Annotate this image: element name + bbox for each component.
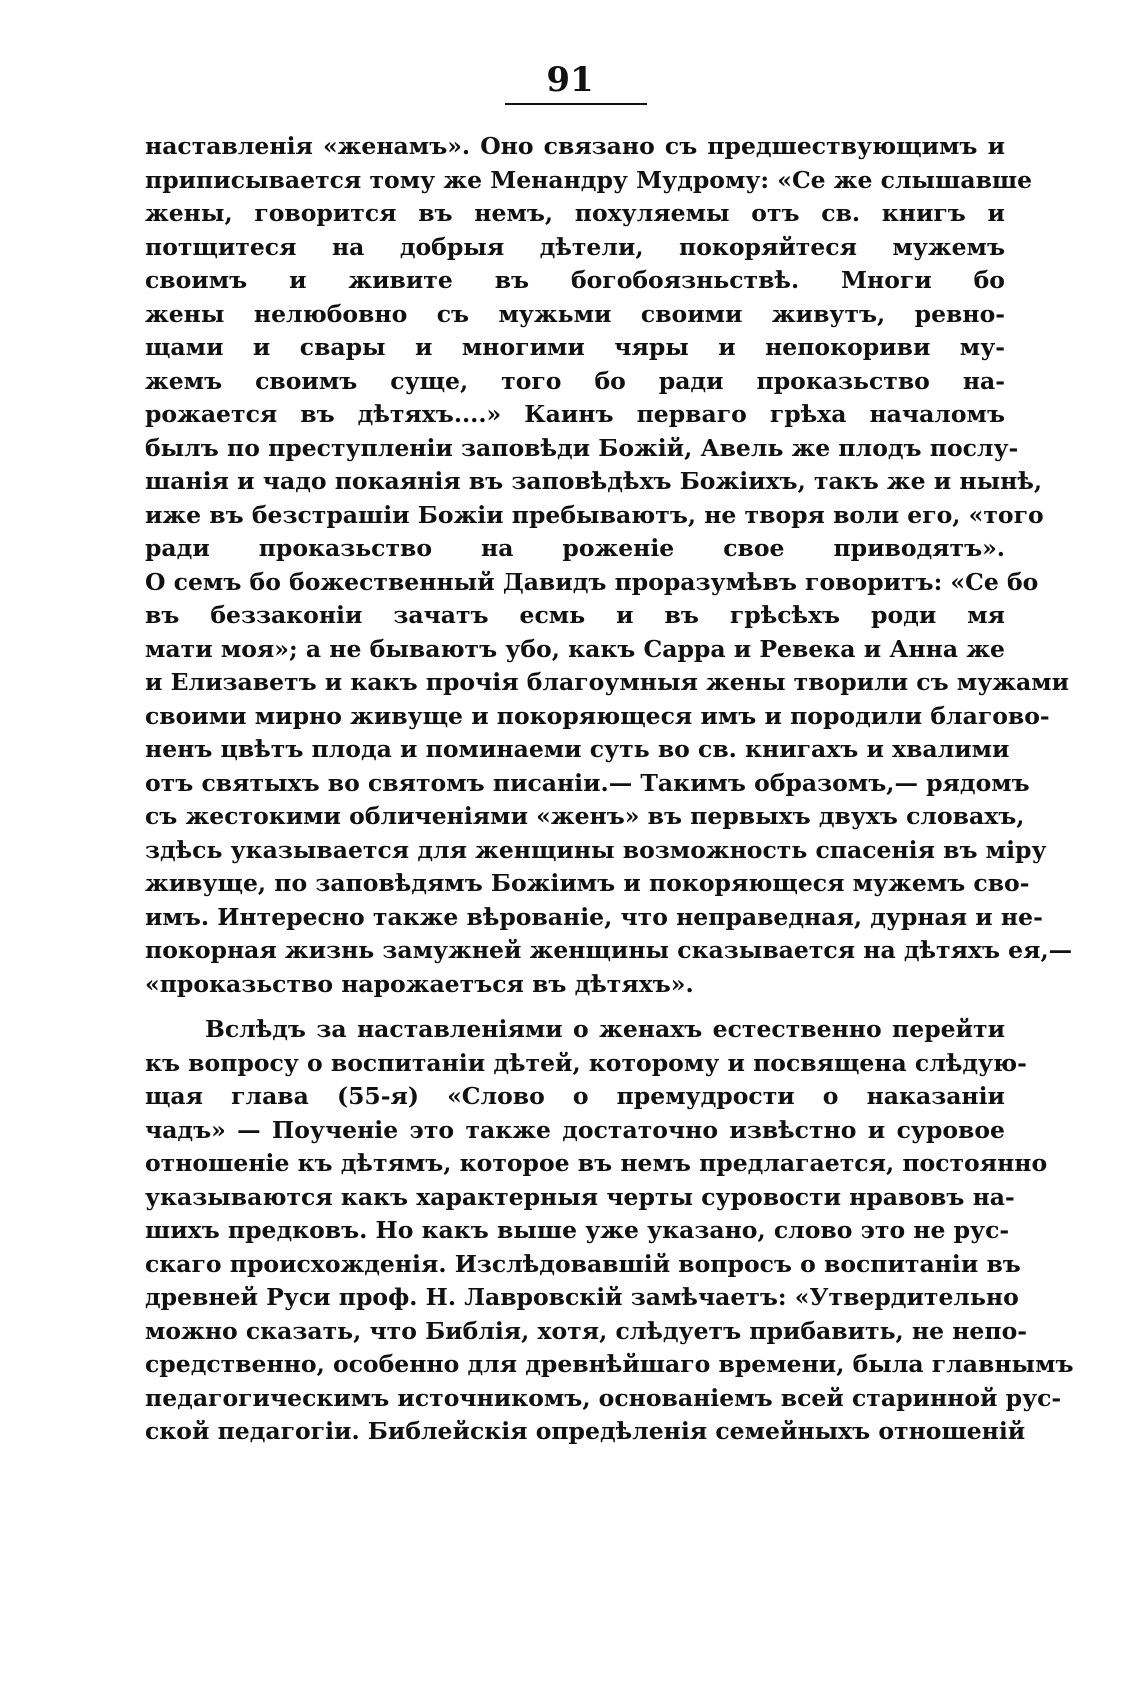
text-line: «проказьство нарожаетъся въ дѣтяхъ». xyxy=(145,969,694,998)
text-line: чадъ» — Поученіе это также достаточно извѣстно и суровое xyxy=(145,1115,1005,1144)
text-line: былъ по преступленіи заповѣди Божій, Авель же плодъ послу- xyxy=(145,433,1019,462)
text-line: жены, говорится въ немъ, похуляемы отъ св. книгъ и xyxy=(145,199,1005,227)
text-line: къ вопросу о воспитаніи дѣтей, которому и посвящена слѣдую- xyxy=(145,1048,1027,1077)
text-line: можно сказать, что Библія, хотя, слѣдуетъ прибавить, не непо- xyxy=(145,1316,1028,1345)
text-line: ненъ цвѣтъ плода и поминаеми суть во св. книгахъ и хвалими xyxy=(145,735,1010,763)
text-line: покорная жизнь замужней женщины сказывается на дѣтяхъ ея,— xyxy=(145,936,1073,964)
text-line: шихъ предковъ. Но какъ выше уже указано, слово это не рус- xyxy=(145,1216,1010,1244)
text-line: Вслѣдъ за наставленіями о женахъ естественно перейти xyxy=(205,1015,1005,1043)
page-number-rule xyxy=(505,103,647,105)
text-line: здѣсь указывается для женщины возможность спасенія въ міру xyxy=(145,835,1047,864)
text-line: живуще, по заповѣдямъ Божіимъ и покоряющеся мужемъ сво- xyxy=(145,869,1030,897)
paragraph-1 xyxy=(145,130,1073,1001)
text-line: шанія и чадо покаянія въ заповѣдѣхъ Божіихъ, такъ же и нынѣ, xyxy=(145,467,1043,495)
text-line: скаго происхожденія. Изслѣдовавшій вопросъ о воспитаніи въ xyxy=(145,1249,1021,1278)
text-line: потщитеся на добрыя дѣтели, покоряйтеся мужемъ xyxy=(145,232,1005,261)
text-line: ради проказьство на роженіе свое приводятъ». xyxy=(145,534,1005,562)
paragraph-gap xyxy=(145,1001,1005,1013)
text-line: жемъ своимъ суще, того бо ради проказьство на- xyxy=(145,366,1005,395)
text-line: древней Руси проф. Н. Лавровскій замѣчаетъ: «Утвердительно xyxy=(145,1283,1019,1311)
text-line: отношеніе къ дѣтямъ, которое въ немъ предлагается, постоянно xyxy=(145,1149,1048,1177)
text-line: щами и свары и многими чяры и непокориви му- xyxy=(145,333,1005,361)
text-line: отъ святыхъ во святомъ писаніи.— Такимъ образомъ,— рядомъ xyxy=(145,768,1030,797)
text-line: мати моя»; а не бываютъ убо, какъ Сарра и Ревека и Анна же xyxy=(145,634,1005,663)
text-line: средственно, особенно для древнѣйшаго времени, была главнымъ xyxy=(145,1350,1074,1378)
body-text xyxy=(145,130,1074,1449)
paragraph-2 xyxy=(145,1013,1074,1449)
text-line: указываются какъ характерныя черты суровости нравовъ на- xyxy=(145,1182,1015,1211)
text-line: щая глава (55-я) «Слово о премудрости о наказаніи xyxy=(145,1082,1005,1110)
text-line: своими мирно живуще и покоряющеся имъ и породили благово- xyxy=(145,701,1050,730)
text-line: педагогическимъ источникомъ, основаніемъ всей старинной рус- xyxy=(145,1383,1062,1412)
page-number: 91 xyxy=(546,60,594,100)
text-line: своимъ и живите въ богобоязньствѣ. Многи бо xyxy=(145,266,1005,294)
text-line: имъ. Интересно также вѣрованіе, что неправедная, дурная и не- xyxy=(145,902,1043,931)
text-line: рожается въ дѣтяхъ....» Каинъ перваго грѣха началомъ xyxy=(145,400,1005,428)
text-line: съ жестокими обличеніями «женъ» въ первыхъ двухъ словахъ, xyxy=(145,802,1025,830)
text-line: и Елизаветъ и какъ прочія благоумныя жены творили съ мужами xyxy=(145,668,1070,696)
text-line: О семъ бо божественный Давидъ проразумѣвъ говоритъ: «Се бо xyxy=(145,567,1039,596)
text-line: жены нелюбовно съ мужьми своими живутъ, ревно- xyxy=(145,299,1005,328)
text-line: иже въ безстрашіи Божіи пребываютъ, не творя воли его, «того xyxy=(145,500,1044,529)
text-line: наставленія «женамъ». Оно связано съ предшествующимъ и xyxy=(145,132,1005,160)
text-line: приписывается тому же Менандру Мудрому: «Се же слышавше xyxy=(145,165,1033,194)
text-line: въ беззаконіи зачатъ есмь и въ грѣсѣхъ роди мя xyxy=(145,601,1005,629)
text-line: ской педагогіи. Библейскія опредѣленія семейныхъ отношеній xyxy=(145,1417,1026,1445)
